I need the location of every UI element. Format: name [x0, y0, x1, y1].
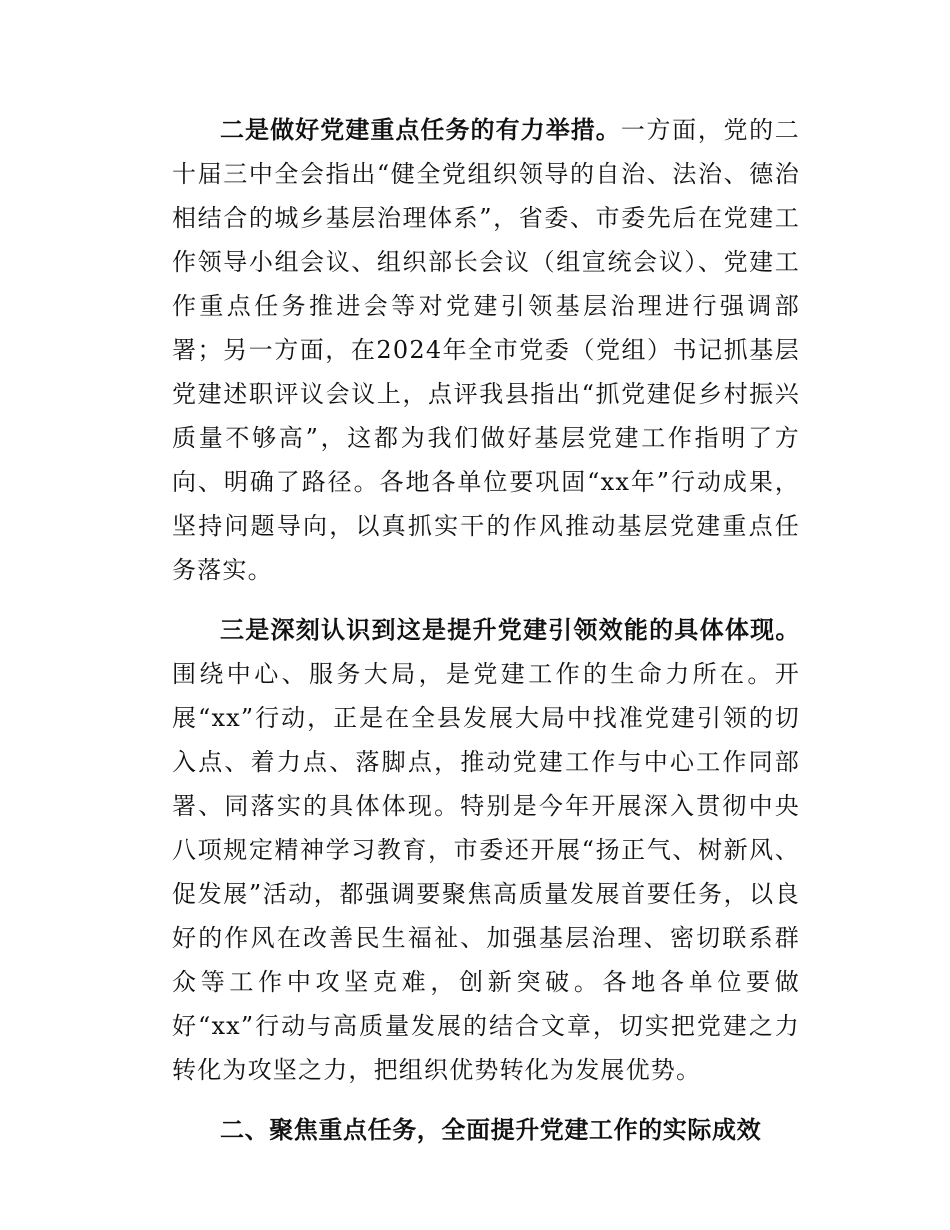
section-heading: 二、聚焦重点任务，全面提升党建工作的实际成效 [220, 1116, 762, 1144]
paragraph-body-text: 围绕中心、服务大局，是党建工作的生命力所在。开展“xx”行动，正是在全县发展大局中找准党建引领的切入点、着力点、落脚点，推动党建工作与中心工作同部署、同落实的具体体现。特别是今年开展深入贯彻中央八项规定精神学习教育，市委还开展“扬正气、树新风、促发展”活动，都强调要聚焦高质量发展首要任务，以良好的作风在改善民生福祉、加强基层治理、密切联系群众等工作中攻坚克难，创新突破。各地各单位要做好“xx”行动与高质量发展的结合文章，切实把党建之力转化为攻坚之力，把组织优势转化为发展优势。 [172, 660, 800, 1084]
paragraph-lead-sentence: 二是做好党建重点任务的有力举措。 [220, 116, 621, 144]
paragraph-lead-sentence: 三是深刻认识到这是提升党建引领效能的具体体现。 [220, 616, 800, 644]
paragraph-body-text: 一方面，党的二十届三中全会指出“健全党组织领导的自治、法治、德治相结合的城乡基层治理体系”，省委、市委先后在党建工作领导小组会议、组织部长会议（组宣统会议）、党建工作重点任务推进会等对党建引领基层治理进行强调部署；另一方面，在2024年全市党委（党组）书记抓基层党建述职评议会议上，点评我县指出“抓党建促乡村振兴质量不够高”，这都为我们做好基层党建工作指明了方向、明确了路径。各地各单位要巩固“xx年”行动成果，坚持问题导向，以真抓实干的作风推动基层党建重点任务落实。 [172, 116, 800, 584]
paragraph-party-building-tasks [172, 108, 800, 592]
document-page [172, 108, 800, 1152]
paragraph-leadership-efficiency [172, 608, 800, 1092]
